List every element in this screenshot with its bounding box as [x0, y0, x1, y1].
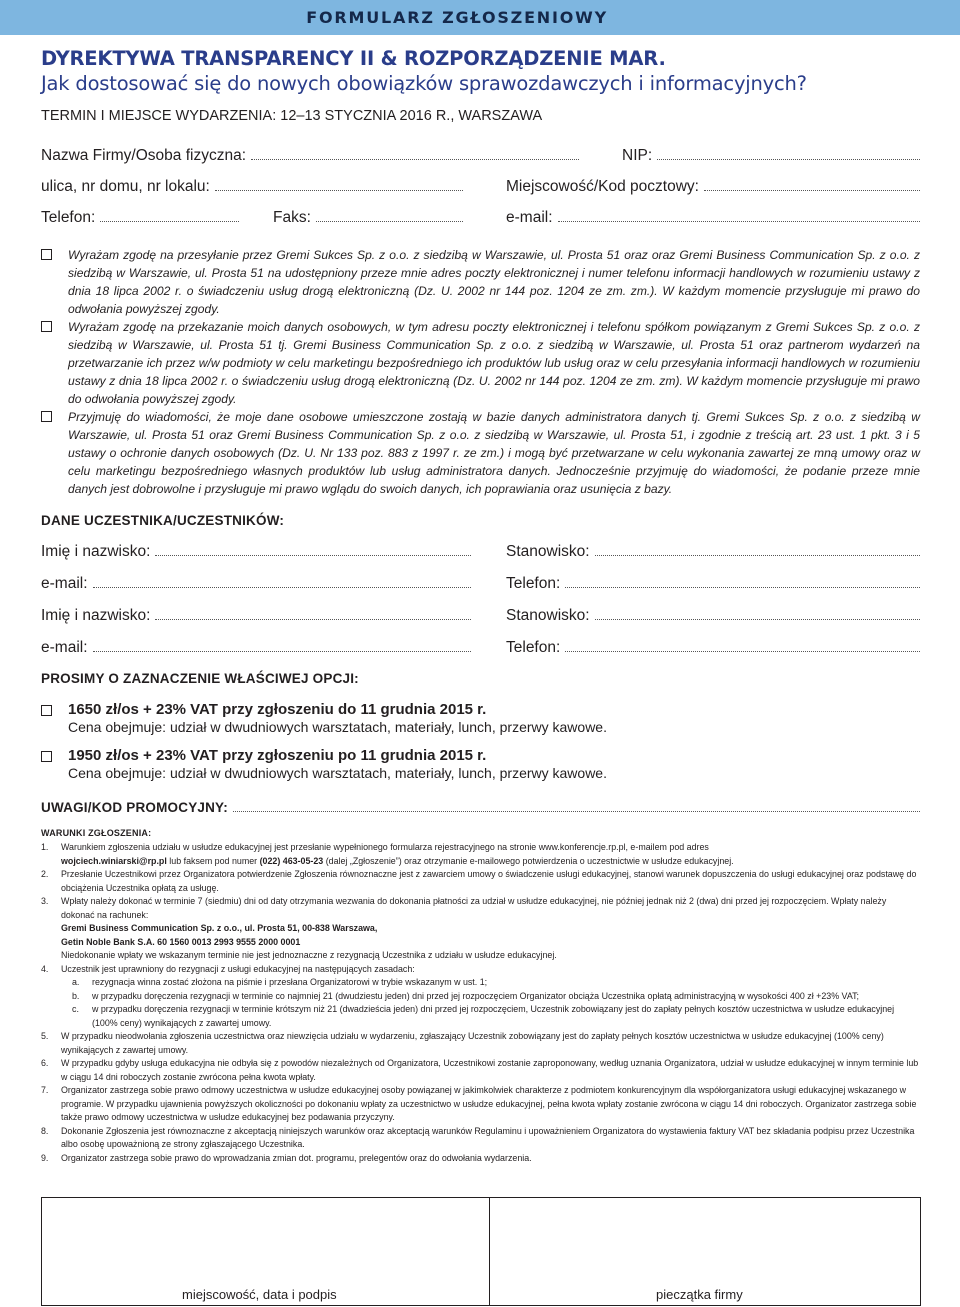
- city-label: Miejscowość/Kod pocztowy:: [506, 178, 699, 195]
- term-4a: [41, 976, 921, 990]
- consent-3-text: Przyjmuję do wiadomości, że moje dane osobowe umieszczone zostają w bazie danych administratora danych tj. Gremi Sukces Sp. z o.o. z siedzibą w Warszawie, ul. Prosta 51 oraz Gremi Business Communication Sp. z o.o. z siedzibą w Warszawie, ul. Prosta 51, i zgodnie z treścią art. 23 ust. 1 pkt. 3 i 5 ustawy o ochronie danych osobowych (Dz. U. Nr 133 poz. 883 z 1997 r. ze zm.) i mogą być przetwarzane w celu wykonania zawartej ze mną umowy oraz w celu marketingu bezpośredniego własnych produktów lub usług administratora danych. Jednocześnie przyjmuję do wiadomości, że podanie przeze mnie danych jest dobrowolne i przysługuje mi prawo wglądu do swoich danych, ich poprawiania oraz usunięcia z bazy.: [68, 410, 920, 496]
- term-6-text: W przypadku gdyby usługa edukacyjna nie odbyła się z powodów niezależnych od Organizatora, Uczestnikowi zostanie zaproponowany, według uznania Organizatora, udział w usłudze edukacyjnej w innym terminie lub w ciągu 14 dni roboczych zostanie zwrócona pełna kwota wpłaty.: [61, 1058, 919, 1082]
- term-1-email: wojciech.winiarski@rp.pl: [61, 855, 167, 866]
- participant-2-position-field[interactable]: [506, 607, 920, 625]
- company-email-input[interactable]: [558, 209, 920, 222]
- participant-1-name-input[interactable]: [155, 543, 471, 556]
- participant-2-name-input[interactable]: [155, 607, 471, 620]
- term-4-num: 4.: [41, 963, 49, 974]
- term-2-num: 2.: [41, 869, 49, 879]
- participant-2-phone-field[interactable]: [506, 639, 920, 657]
- participant-2-email-input[interactable]: [93, 639, 471, 652]
- participant-1-name-label: Imię i nazwisko:: [41, 543, 151, 560]
- term-1-text-c: (dalej „Zgłoszenie”) oraz otrzymanie e-mailowego potwierdzenia o uczestnictwie w usłudze edukacyjnej.: [323, 855, 734, 866]
- option-2-checkbox[interactable]: [41, 751, 52, 762]
- event-date: TERMIN I MIEJSCE WYDARZENIA: 12–13 STYCZNIA 2016 R., WARSZAWA: [41, 108, 543, 124]
- option-1-title: 1650 zł/os + 23% VAT przy zgłoszeniu do 11 grudnia 2015 r.: [68, 701, 487, 718]
- term-9: [41, 1152, 921, 1166]
- participant-2-phone-label: Telefon:: [506, 639, 561, 656]
- term-1-text: Warunkiem zgłoszenia udziału w usłudze edukacyjnej jest przesłanie wypełnionego formularza rejestracyjnego na stronie www.konferencje.rp.pl, e-mailem pod adres: [61, 842, 709, 852]
- company-phone-field[interactable]: [41, 209, 239, 227]
- term-3: [41, 895, 921, 963]
- company-name-input[interactable]: [251, 147, 579, 160]
- company-email-field[interactable]: [506, 209, 920, 227]
- bank-account: Getin Noble Bank S.A. 60 1560 0013 2993 9555 2000 0001: [61, 936, 301, 947]
- term-3-text: Wpłaty należy dokonać w terminie 7 (siedmiu) dni od daty otrzymania wezwania do dokonania płatności za udział w usłudze edukacyjnej, nie później jednak niż 2 (dwa) dni przed jej rozpoczęciem. Wpłaty należy dokonać na rachunek:: [61, 896, 887, 920]
- term-5-text: W przypadku nieodwołania zgłoszenia uczestnictwa oraz niewzięcia udziału w wydarzeniu, zgłaszający Uczestnik zobowiązany jest do zapłaty pełnych kosztów uczestnictwa w usłudze edukacyjnej (100% ceny) wynikających z zawartej umowy.: [61, 1031, 884, 1055]
- term-7-num: 7.: [41, 1085, 49, 1095]
- term-3-num: 3.: [41, 896, 49, 906]
- term-4c: [41, 1003, 921, 1030]
- participant-2-phone-input[interactable]: [565, 639, 920, 652]
- event-title: DYREKTYWA TRANSPARENCY II & ROZPORZĄDZENIE MAR.: [41, 47, 666, 70]
- company-stamp-label: pieczątka firmy: [656, 1287, 743, 1302]
- city-input[interactable]: [704, 178, 920, 191]
- consent-2-text: Wyrażam zgodę na przekazanie moich danych osobowych, w tym adresu poczty elektronicznej i telefonu spółkom powiązanym z Gremi Sukces Sp. z o.o. z siedzibą w Warszawie, ul. Prosta 51 tj. Gremi Business Communication Sp. z o.o. z siedzibą w Warszawie, ul. Prosta 51 oraz partnerom wydarzeń na przetwarzanie ich przez w/w podmioty w celu marketingu bezpośredniego ich produktów lub usług oraz w celu przesyłania informacji handlowych w rozumieniu ustawy z dnia 18 lipca 2002 r. o świadczeniu usług drogą elektroniczną (Dz. U. 2002 nr 144 poz. 1204 ze zm. zm). W każdym momencie przysługuje mi prawo do odwołania powyższej zgody.: [68, 320, 920, 406]
- street-label: ulica, nr domu, nr lokalu:: [41, 178, 210, 195]
- participant-1-phone-input[interactable]: [565, 575, 920, 588]
- term-4c-text: w przypadku doręczenia rezygnacji w terminie krótszym niż 21 (dwadzieścia jeden) dni przed jej rozpoczęciem, Uczestnik zobowiązany jest do zapłaty pełnych kosztów uczestnictwa w usłudze edukacyjnej (100% ceny) wynikających z zawartej umowy.: [92, 1004, 895, 1028]
- event-subtitle: Jak dostosować się do nowych obowiązków sprawozdawczych i informacyjnych?: [41, 72, 807, 95]
- company-email-label: e-mail:: [506, 209, 553, 226]
- term-1-text-b: lub faksem pod numer: [166, 855, 260, 866]
- signature-label: miejscowość, data i podpis: [182, 1287, 337, 1302]
- options-heading: PROSIMY O ZAZNACZENIE WŁAŚCIWEJ OPCJI:: [41, 671, 359, 686]
- term-3-text-b: Niedokonanie wpłaty we wskazanym terminie nie jest jednoznaczne z rezygnacją Uczestnika z udziału w usłudze edukacyjnej.: [61, 950, 557, 960]
- fax-label: Faks:: [273, 209, 311, 226]
- city-field[interactable]: [506, 178, 920, 196]
- term-7: [41, 1084, 921, 1125]
- term-9-text: Organizator zastrzega sobie prawo do wprowadzania zmian dot. programu, prelegentów oraz do odwołania wydarzenia.: [61, 1152, 532, 1163]
- remarks-label: UWAGI/KOD PROMOCYJNY:: [41, 800, 228, 815]
- fax-field[interactable]: [273, 209, 463, 227]
- company-name-label: Nazwa Firmy/Osoba fizyczna:: [41, 147, 246, 164]
- company-name-field[interactable]: [41, 147, 579, 165]
- participant-2-position-label: Stanowisko:: [506, 607, 590, 624]
- option-2-desc: Cena obejmuje: udział w dwudniowych warsztatach, materiały, lunch, przerwy kawowe.: [68, 765, 607, 781]
- signature-box[interactable]: [41, 1197, 921, 1306]
- company-phone-input[interactable]: [100, 209, 239, 222]
- signature-divider: [489, 1198, 490, 1305]
- term-8-num: 8.: [41, 1125, 49, 1136]
- remarks-field[interactable]: [41, 799, 920, 815]
- term-8-text: Dokonanie Zgłoszenia jest równoznaczne z akceptacją niniejszych warunków oraz akceptacją warunków Regulaminu i upoważnieniem Organizatora do wystawienia faktury VAT bez składania podpisu przez Uczestnika albo osobę upoważnioną ze strony zgłaszającego Uczestnika.: [61, 1125, 915, 1149]
- term-4b-letter: b.: [72, 990, 80, 1001]
- term-4a-letter: a.: [72, 977, 80, 987]
- participant-1-email-label: e-mail:: [41, 575, 88, 592]
- term-8: [41, 1125, 921, 1152]
- term-1-num: 1.: [41, 842, 49, 852]
- participant-1-position-field[interactable]: [506, 543, 920, 561]
- term-6-num: 6.: [41, 1058, 49, 1068]
- participant-2-name-field[interactable]: [41, 607, 471, 625]
- consent-2-checkbox[interactable]: [41, 321, 52, 332]
- term-1: [41, 841, 921, 868]
- participant-2-position-input[interactable]: [595, 607, 920, 620]
- nip-label: NIP:: [622, 147, 653, 164]
- term-1-fax: (022) 463-05-23: [259, 855, 324, 866]
- term-4a-text: rezygnacja winna zostać złożona na piśmie i przesłana Organizatorowi w trybie wskazanym w ust. 1;: [92, 977, 488, 987]
- term-6: [41, 1057, 921, 1084]
- participant-1-name-field[interactable]: [41, 543, 471, 561]
- nip-input[interactable]: [657, 147, 920, 160]
- term-2: [41, 868, 921, 895]
- consent-1-text: Wyrażam zgodę na przesyłanie przez Gremi Sukces Sp. z o.o. z siedzibą w Warszawie, ul. Prosta 51 oraz oraz Gremi Business Communication Sp. z o.o. z siedzibą w Warszawie, ul. Prosta 51 na udostępniony przeze mnie adres poczty elektronicznej i numer telefonu informacji handlowych w rozumieniu ustawy z dnia 18 lipca 2002 r. o świadczeniu usług drogą elektroniczną (Dz. U. 2002 nr 144 poz. 1204 ze zm. zm.). W każdym momencie przysługuje mi prawo do odwołania powyższej zgody.: [68, 248, 920, 316]
- bank-recipient: Gremi Business Communication Sp. z o.o., ul. Prosta 51, 00-838 Warszawa,: [61, 923, 378, 933]
- participant-1-phone-label: Telefon:: [506, 575, 561, 592]
- term-4: [41, 963, 921, 977]
- term-4c-letter: c.: [72, 1004, 79, 1014]
- option-1-desc: Cena obejmuje: udział w dwudniowych warsztatach, materiały, lunch, przerwy kawowe.: [68, 719, 607, 735]
- term-2-text: Przesłanie Uczestnikowi przez Organizatora potwierdzenie Zgłoszenia równoznaczne jest z zawarciem umowy o świadczenie usługi edukacyjnej, stanowi warunek dopuszczenia do usługi edukacyjnej oraz podstawę do obciążenia Uczestnika opłatą za usługę.: [61, 869, 917, 893]
- option-1-checkbox[interactable]: [41, 705, 52, 716]
- term-9-num: 9.: [41, 1152, 49, 1163]
- street-input[interactable]: [215, 178, 463, 191]
- participant-2-email-field[interactable]: [41, 639, 471, 657]
- term-4b: [41, 990, 921, 1004]
- term-5-num: 5.: [41, 1031, 49, 1041]
- fax-input[interactable]: [316, 209, 463, 222]
- option-2-title: 1950 zł/os + 23% VAT przy zgłoszeniu po 11 grudnia 2015 r.: [68, 747, 487, 764]
- term-4b-text: w przypadku doręczenia rezygnacji w terminie co najmniej 21 (dwudziestu jeden) dni przed jej rozpoczęciem Organizator obciąża Uczestnika opłatą administracyjną w wysokości 400 zł +23% VAT;: [92, 990, 859, 1001]
- participant-1-phone-field[interactable]: [506, 575, 920, 593]
- term-4-text: Uczestnik jest uprawniony do rezygnacji z usługi edukacyjnej na następujących zasadach:: [61, 963, 415, 974]
- participant-1-position-input[interactable]: [595, 543, 920, 556]
- form-title: FORMULARZ ZGŁOSZENIOWY: [306, 8, 608, 27]
- terms-list: [41, 841, 921, 1165]
- terms-heading: WARUNKI ZGŁOSZENIA:: [41, 828, 152, 838]
- header-bar: [0, 0, 960, 35]
- participants-heading: DANE UCZESTNIKA/UCZESTNIKÓW:: [41, 513, 285, 528]
- remarks-input[interactable]: [233, 799, 920, 812]
- consent-3-checkbox[interactable]: [41, 411, 52, 422]
- participant-1-email-input[interactable]: [93, 575, 471, 588]
- nip-field[interactable]: [622, 147, 920, 165]
- participant-2-name-label: Imię i nazwisko:: [41, 607, 151, 624]
- consent-1-checkbox[interactable]: [41, 249, 52, 260]
- term-7-text: Organizator zastrzega sobie prawo odmowy uczestnictwa w usłudze edukacyjnej osoby powiązanej w jakimkolwiek charakterze z podmiotem konkurencyjnym dla współorganizatora usługi edukacyjnej wskazanego w programie. W przypadku ujawnienia powyższych okoliczności po dokonaniu wpłaty za uczestnictwo w usłudze edukacyjnej, pełna kwota wpłaty zostanie zwrócona w ciągu 14 dni roboczych. Organizator zastrzega sobie także prawo odmowy uczestnictwa w usłudze edukacyjnej bez podawania przyczyny.: [61, 1085, 917, 1122]
- participant-1-position-label: Stanowisko:: [506, 543, 590, 560]
- participant-2-email-label: e-mail:: [41, 639, 88, 656]
- company-phone-label: Telefon:: [41, 209, 96, 226]
- term-5: [41, 1030, 921, 1057]
- participant-1-email-field[interactable]: [41, 575, 471, 593]
- street-field[interactable]: [41, 178, 463, 196]
